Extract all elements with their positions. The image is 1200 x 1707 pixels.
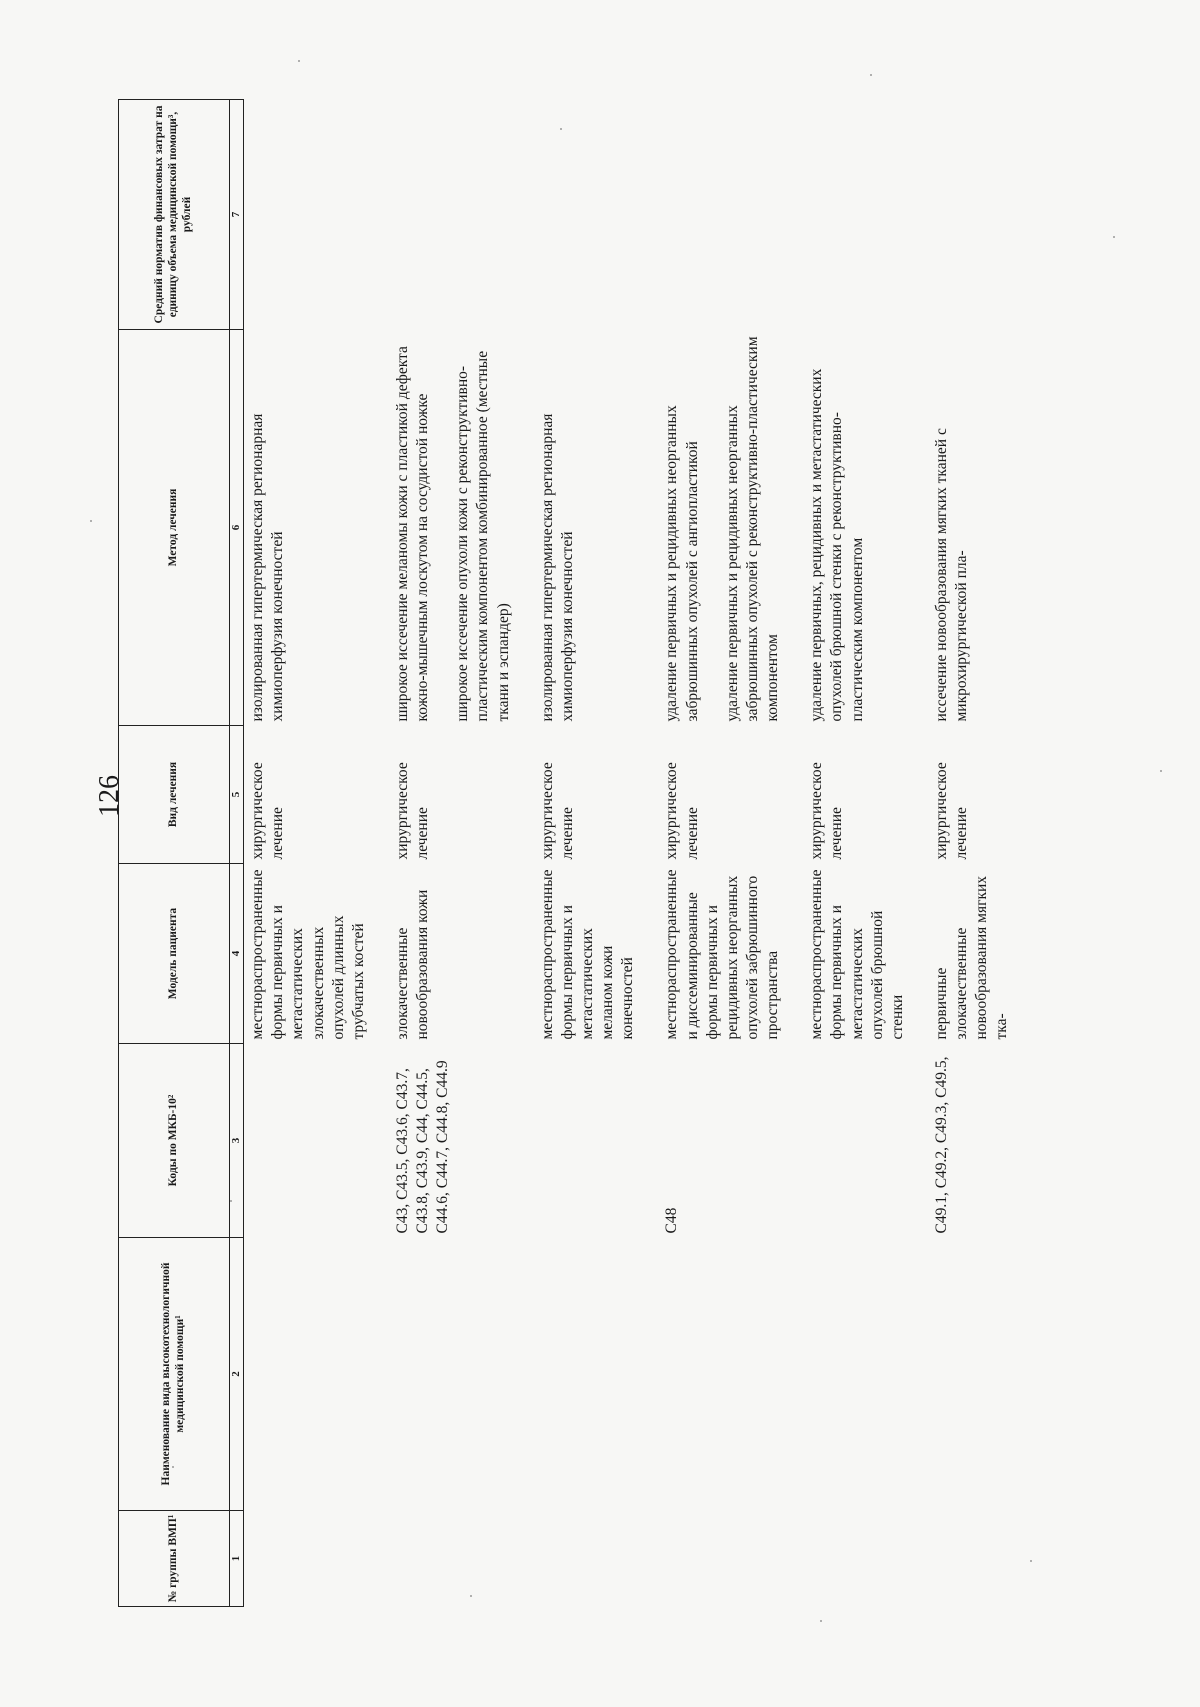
- patient-model-cell: местнораспространенные формы первичных и метастатических злокачественных опухолей длинных трубчатых костей: [248, 869, 367, 1039]
- column-number: 3: [229, 1043, 243, 1237]
- vmp-name-cell: [931, 1237, 1036, 1510]
- header-row: [118, 99, 229, 1606]
- treatment-method-text: изолированная гипертермическая регионарная химиоперфузия конечностей: [248, 413, 286, 721]
- header-patient-model: Модель пациента: [118, 863, 229, 1043]
- table-row: [537, 99, 662, 1606]
- treatment-type-cell: хирургическое лечение: [662, 761, 701, 859]
- table-row: [662, 99, 807, 1606]
- vmp-group-cell: [393, 1510, 538, 1606]
- treatment-method-cell: [931, 329, 1036, 725]
- vmp-table: [118, 99, 1037, 1607]
- table-row: [931, 99, 1036, 1606]
- treatment-method-text: широкое иссечение опухоли кожи с реконструктивно-пластическим компонентом комбинированное (местные ткани и эспандер): [453, 350, 512, 721]
- cost-cell: [807, 99, 932, 329]
- vmp-name-cell: [662, 1237, 807, 1510]
- patient-model-cell: первичные злокачественные новообразования мягких тка-: [932, 875, 1010, 1039]
- header-vmp-group: № группы ВМП¹: [118, 1510, 229, 1606]
- treatment-type-cell: хирургическое лечение: [248, 761, 286, 859]
- treatment-method-text: широкое иссечение меланомы кожи с пластикой дефекта кожно-мышечным лоскутом на сосудистой ножке: [393, 345, 431, 721]
- icd-codes-cell: [243, 1043, 392, 1237]
- cost-cell: [931, 99, 1036, 329]
- treatment-method-cell: [393, 329, 538, 725]
- vmp-name-cell: [393, 1237, 538, 1510]
- page-number: 126: [94, 775, 125, 817]
- treatment-method-text: удаление первичных и рецидивных неорганных забрюшинных опухолей с реконструктивно-пластическим компонентом: [723, 335, 781, 721]
- treatment-type-cell: хирургическое лечение: [393, 761, 431, 859]
- cost-cell: [537, 99, 662, 329]
- document-table-sheet: [118, 100, 1123, 1607]
- column-number: 4: [229, 863, 243, 1043]
- icd-codes-cell: C48: [662, 1207, 680, 1233]
- vmp-group-cell: [807, 1510, 932, 1606]
- header-cost-standard: Средний норматив финансовых затрат на единицу объема медицинской помощи³, рублей: [118, 99, 229, 329]
- icd-codes-cell: C43, C43.5, C43.6, C43.7, C43.8, C43.9, C44, C44.5, C44.6, C44.7, C44.8, C44.9: [393, 1059, 451, 1233]
- vmp-group-cell: [243, 1510, 392, 1606]
- column-number: 1: [229, 1510, 243, 1606]
- treatment-method-cell: [243, 329, 392, 725]
- treatment-method-text: иссечение новообразования мягких тканей с микрохирургической пла-: [932, 427, 970, 721]
- column-number-row: [229, 99, 243, 1606]
- table-row: [243, 99, 392, 1606]
- table-row: [393, 99, 538, 1606]
- patient-model-cell: злокачественные новообразования кожи: [393, 889, 431, 1039]
- header-treatment-method: Метод лечения: [118, 329, 229, 725]
- icd-codes-cell: [807, 1043, 932, 1237]
- vmp-group-cell: [662, 1510, 807, 1606]
- column-number: 5: [229, 725, 243, 863]
- treatment-method-cell: [537, 329, 662, 725]
- vmp-name-cell: [807, 1237, 932, 1510]
- treatment-method-cell: [662, 329, 807, 725]
- vmp-group-cell: [931, 1510, 1036, 1606]
- icd-codes-cell: [537, 1043, 662, 1237]
- patient-model-cell: местнораспространенные формы первичных и метастатических опухолей брюшной стенки: [807, 869, 906, 1039]
- treatment-method-text: удаление первичных, рецидивных и метастатических опухолей брюшной стенки с реконструктивно-пластическим компонентом: [807, 368, 866, 721]
- treatment-method-text: изолированная гипертермическая регионарная химиоперфузия конечностей: [538, 413, 576, 721]
- column-number: 7: [229, 99, 243, 329]
- cost-cell: [662, 99, 807, 329]
- icd-codes-cell: C49.1, C49.2, C49.3, C49.5,: [932, 1056, 950, 1233]
- patient-model-cell: местнораспространенные формы первичных и метастатических меланом кожи конечностей: [538, 869, 636, 1039]
- header-vmp-name: Наименование вида высокотехнологичной медицинской помощи¹: [118, 1237, 229, 1510]
- treatment-type-cell: хирургическое лечение: [932, 761, 970, 859]
- treatment-method-cell: [807, 329, 932, 725]
- cost-cell: [243, 99, 392, 329]
- cost-cell: [393, 99, 538, 329]
- treatment-method-text: удаление первичных и рецидивных неорганных забрюшинных опухолей с ангиопластикой: [662, 404, 701, 721]
- header-icd-codes: Коды по МКБ-10²: [118, 1043, 229, 1237]
- patient-model-cell: местнораспространенные и диссеминированные формы первичных и рецидивных неорганных опухолей забрюшинного пространства: [662, 869, 781, 1039]
- vmp-name-cell: [243, 1237, 392, 1510]
- header-treatment-type: Вид лечения: [118, 725, 229, 863]
- vmp-group-cell: [537, 1510, 662, 1606]
- treatment-type-cell: хирургическое лечение: [538, 761, 576, 859]
- column-number: 6: [229, 329, 243, 725]
- treatment-type-cell: хирургическое лечение: [807, 761, 845, 859]
- column-number: 2: [229, 1237, 243, 1510]
- table-row: [807, 99, 932, 1606]
- vmp-name-cell: [537, 1237, 662, 1510]
